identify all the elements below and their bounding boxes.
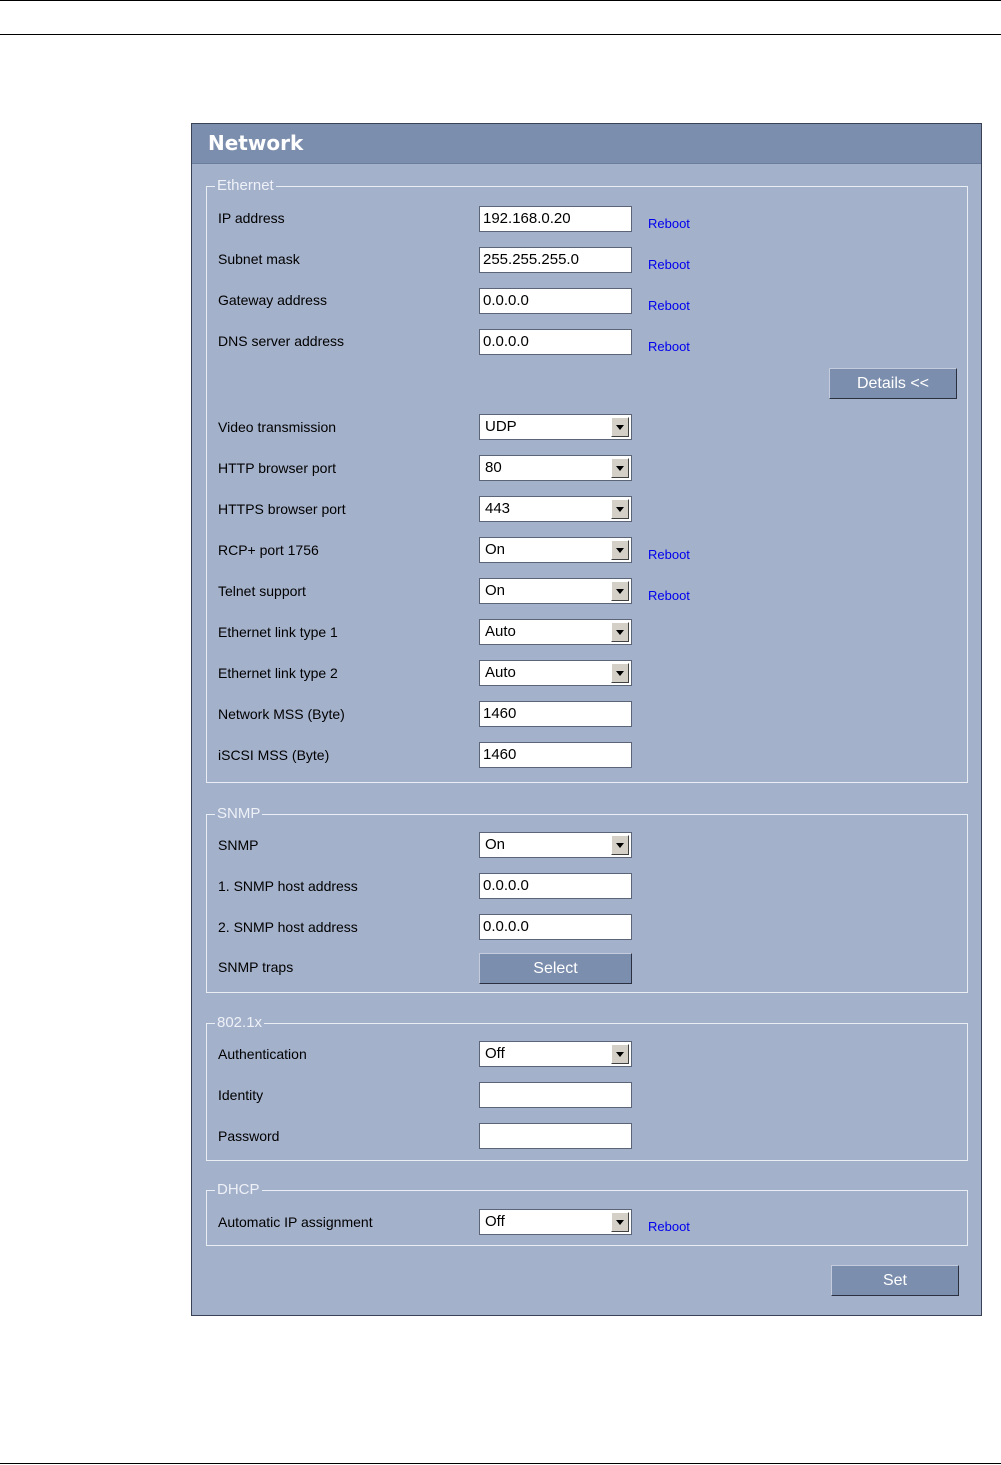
top-rule: [0, 0, 1001, 1]
chevron-down-icon[interactable]: [611, 458, 629, 478]
header-rule: [0, 34, 1001, 35]
snmp-select[interactable]: [479, 832, 632, 858]
chevron-down-icon[interactable]: [611, 581, 629, 601]
rcp-port-select[interactable]: [479, 537, 632, 563]
chevron-down-icon[interactable]: [611, 540, 629, 560]
chevron-down-icon[interactable]: [611, 1044, 629, 1064]
subnet-mask-reboot-link[interactable]: Reboot: [648, 257, 690, 272]
iscsi-mss-input[interactable]: 1460: [479, 742, 632, 768]
video-transmission-select[interactable]: [479, 414, 632, 440]
iscsi-mss-label: iSCSI MSS (Byte): [218, 747, 330, 763]
gateway-address-reboot-link[interactable]: Reboot: [648, 298, 690, 313]
ethernet-link-2-value: Auto: [485, 664, 516, 681]
automatic-ip-value: Off: [485, 1213, 505, 1230]
snmp-legend: SNMP: [217, 805, 261, 822]
authentication-select[interactable]: [479, 1041, 632, 1067]
authentication-value: Off: [485, 1045, 505, 1062]
snmp-host-1-input[interactable]: 0.0.0.0: [479, 873, 632, 899]
dns-server-reboot-link[interactable]: Reboot: [648, 339, 690, 354]
ip-address-label: IP address: [218, 210, 285, 226]
https-port-value: 443: [485, 500, 511, 517]
password-input[interactable]: [479, 1123, 632, 1149]
telnet-support-label: Telnet support: [218, 583, 306, 599]
snmp-label: SNMP: [218, 837, 259, 853]
ethernet-link-2-label: Ethernet link type 2: [218, 665, 338, 681]
chevron-down-icon[interactable]: [611, 622, 629, 642]
details-button[interactable]: Details <<: [829, 368, 957, 399]
chevron-down-icon[interactable]: [611, 1212, 629, 1232]
ethernet-group: [206, 177, 968, 783]
dhcp-legend: DHCP: [217, 1181, 260, 1198]
chevron-down-icon[interactable]: [611, 499, 629, 519]
network-panel: [191, 123, 982, 1316]
identity-label: Identity: [218, 1087, 264, 1103]
snmp-host-2-label: 2. SNMP host address: [218, 919, 358, 935]
rcp-port-reboot-link[interactable]: Reboot: [648, 547, 690, 562]
telnet-support-value: On: [485, 582, 506, 599]
network-mss-input[interactable]: 1460: [479, 701, 632, 727]
ip-address-input[interactable]: 192.168.0.20: [479, 206, 632, 232]
dns-server-label: DNS server address: [218, 333, 345, 349]
authentication-label: Authentication: [218, 1046, 307, 1062]
chevron-down-icon[interactable]: [611, 835, 629, 855]
snmp-traps-label: SNMP traps: [218, 959, 294, 975]
telnet-support-reboot-link[interactable]: Reboot: [648, 588, 690, 603]
ethernet-link-2-select[interactable]: [479, 660, 632, 686]
automatic-ip-reboot-link[interactable]: Reboot: [648, 1219, 690, 1234]
chevron-down-icon[interactable]: [611, 663, 629, 683]
gateway-address-input[interactable]: 0.0.0.0: [479, 288, 632, 314]
password-label: Password: [218, 1128, 280, 1144]
ethernet-link-1-label: Ethernet link type 1: [218, 624, 338, 640]
subnet-mask-label: Subnet mask: [218, 251, 300, 267]
https-port-select[interactable]: [479, 496, 632, 522]
http-port-select[interactable]: [479, 455, 632, 481]
chevron-down-icon[interactable]: [611, 417, 629, 437]
dot1x-legend: 802.1x: [217, 1014, 263, 1031]
http-port-value: 80: [485, 459, 502, 476]
snmp-traps-select-button[interactable]: Select: [479, 953, 632, 984]
identity-input[interactable]: [479, 1082, 632, 1108]
automatic-ip-select[interactable]: [479, 1209, 632, 1235]
subnet-mask-input[interactable]: 255.255.255.0: [479, 247, 632, 273]
video-transmission-label: Video transmission: [218, 419, 337, 435]
video-transmission-value: UDP: [485, 418, 517, 435]
rcp-port-label: RCP+ port 1756: [218, 542, 319, 558]
automatic-ip-label: Automatic IP assignment: [218, 1214, 373, 1230]
snmp-host-1-label: 1. SNMP host address: [218, 878, 358, 894]
ip-address-reboot-link[interactable]: Reboot: [648, 216, 690, 231]
ethernet-legend: Ethernet: [217, 177, 274, 194]
snmp-host-2-input[interactable]: 0.0.0.0: [479, 914, 632, 940]
snmp-value: On: [485, 836, 506, 853]
https-port-label: HTTPS browser port: [218, 501, 346, 517]
telnet-support-select[interactable]: [479, 578, 632, 604]
rcp-port-value: On: [485, 541, 506, 558]
page-title: Network: [208, 131, 304, 155]
dns-server-input[interactable]: 0.0.0.0: [479, 329, 632, 355]
panel-header: [192, 124, 981, 164]
gateway-address-label: Gateway address: [218, 292, 327, 308]
network-mss-label: Network MSS (Byte): [218, 706, 345, 722]
ethernet-link-1-select[interactable]: [479, 619, 632, 645]
footer-rule: [0, 1463, 1001, 1464]
http-port-label: HTTP browser port: [218, 460, 336, 476]
set-button[interactable]: Set: [831, 1265, 959, 1296]
ethernet-link-1-value: Auto: [485, 623, 516, 640]
